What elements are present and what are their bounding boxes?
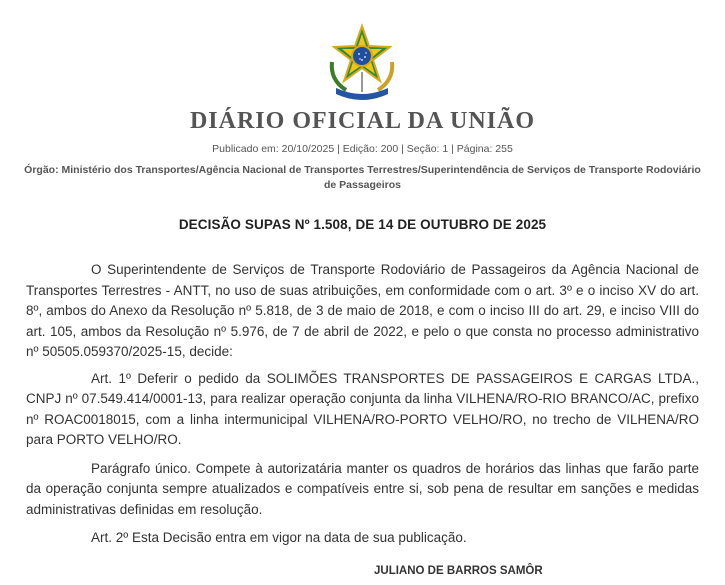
orgao-line [20, 163, 705, 193]
paragraph-art-1: Art. 1º Deferir o pedido da SOLIMÕES TRANSPORTES DE PASSAGEIROS E CARGAS LTDA., CNPJ nº 07.549.414/0001-13, para realizar operação conjunta da linha VILHENA/RO-RIO BRANCO/AC, prefixo nº ROAC0018015, com a linha intermunicipal VILHENA/RO-PORTO VELHO/RO, no trecho de VILHENA/RO para PORTO VELHO/RO. [26, 370, 699, 447]
decision-heading: DECISÃO SUPAS Nº 1.508, DE 14 DE OUTUBRO DE 2025 [178, 217, 547, 232]
publication-info: Publicado em: 20/10/2025 | Edição: 200 | Seção: 1 | Página: 255 [212, 143, 513, 155]
newspaper-title: DIÁRIO OFICIAL DA UNIÃO [189, 108, 536, 134]
paragraph-preamble: O Superintendente de Serviços de Transporte Rodoviário de Passageiros da Agência Nacional de Transportes Terrestres - ANTT, no uso de suas atribuições, em conformidade com o art. 3º e o inciso XV do art. 8º, ambos do Anexo da Resolução nº 5.818, de 3 de maio de 2018, e com o inciso III do art. 29, e inciso VIII do art. 105, ambos da Resolução nº 5.976, de 7 de abril de 2022, e pelo o que consta no processo administrativo nº 50505.059370/2025-15, decide: [26, 262, 699, 359]
brazil-coat-of-arms-icon [322, 22, 402, 100]
orgao-text: Ministério dos Transportes/Agência Nacional de Transportes Terrestres/Superintendência de Serviços de Transporte Rodoviário de Passageiros [61, 164, 701, 191]
paragraph-sole: Parágrafo único. Compete à autorizatária manter os quadros de horários das linhas que farão parte da operação conjunta sempre atualizados e compatíveis entre si, sob pena de resultar em sanções e medidas administrativas definidas em resolução. [26, 460, 699, 517]
document-body [26, 260, 699, 549]
signer-name: JULIANO DE BARROS SAMÔR [374, 565, 543, 577]
orgao-label: Órgão: [24, 164, 59, 176]
paragraph-art-2: Art. 2º Esta Decisão entra em vigor na data de sua publicação. [91, 530, 467, 545]
